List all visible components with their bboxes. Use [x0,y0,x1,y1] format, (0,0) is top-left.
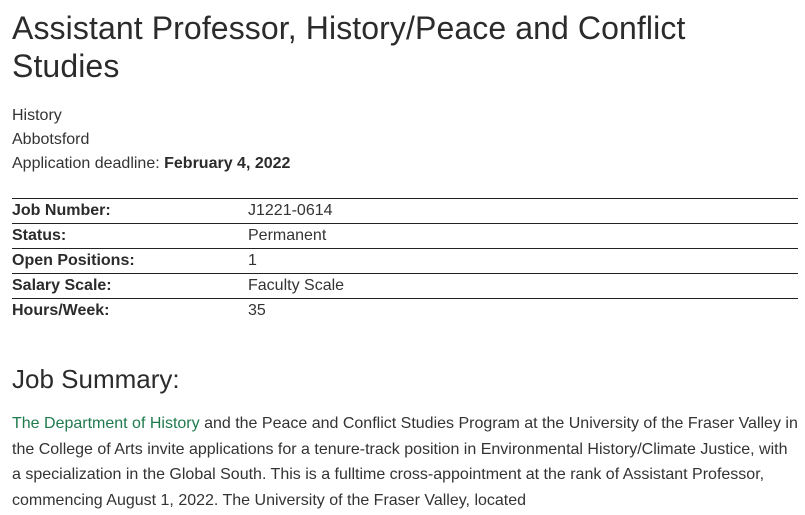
department-text: History [12,107,62,124]
job-posting [12,0,798,513]
job-details-table [12,198,798,323]
deadline-line [12,152,798,176]
table-row [12,199,798,224]
detail-label-salary-scale: Salary Scale: [12,277,112,294]
table-row [12,299,798,324]
table-row [12,249,798,274]
detail-value-status: Permanent [248,227,327,244]
detail-value-job-number: J1221-0614 [248,202,333,219]
detail-label-status: Status: [12,227,67,244]
table-row [12,224,798,249]
deadline-label: Application deadline: [12,155,160,172]
job-meta [12,104,798,176]
table-row [12,274,798,299]
detail-label-hours-week: Hours/Week: [12,302,110,319]
detail-label-open-positions: Open Positions: [12,252,135,269]
detail-label-job-number: Job Number: [12,202,111,219]
detail-value-hours-week: 35 [248,302,266,319]
page-title: Assistant Professor, History/Peace and Conflict Studies [12,10,686,84]
location-text: Abbotsford [12,131,90,148]
detail-value-salary-scale: Faculty Scale [248,277,345,294]
job-summary-heading: Job Summary: [12,364,180,394]
department-of-history-link[interactable]: The Department of History [12,415,200,432]
detail-value-open-positions: 1 [248,252,257,269]
job-summary-text [12,411,798,513]
deadline-value: February 4, 2022 [164,155,291,172]
job-summary-body: and the Peace and Conflict Studies Program at the University of the Fraser Valley in the College of Arts invite applications for a tenure-track position in Environmental History/Climate Justice, with a specialization in the Global South. This is a fulltime cross-appointment at the rank of Assistant Professor, commencing August 1, 2022. The University of the Fraser Valley, located [12,415,798,509]
